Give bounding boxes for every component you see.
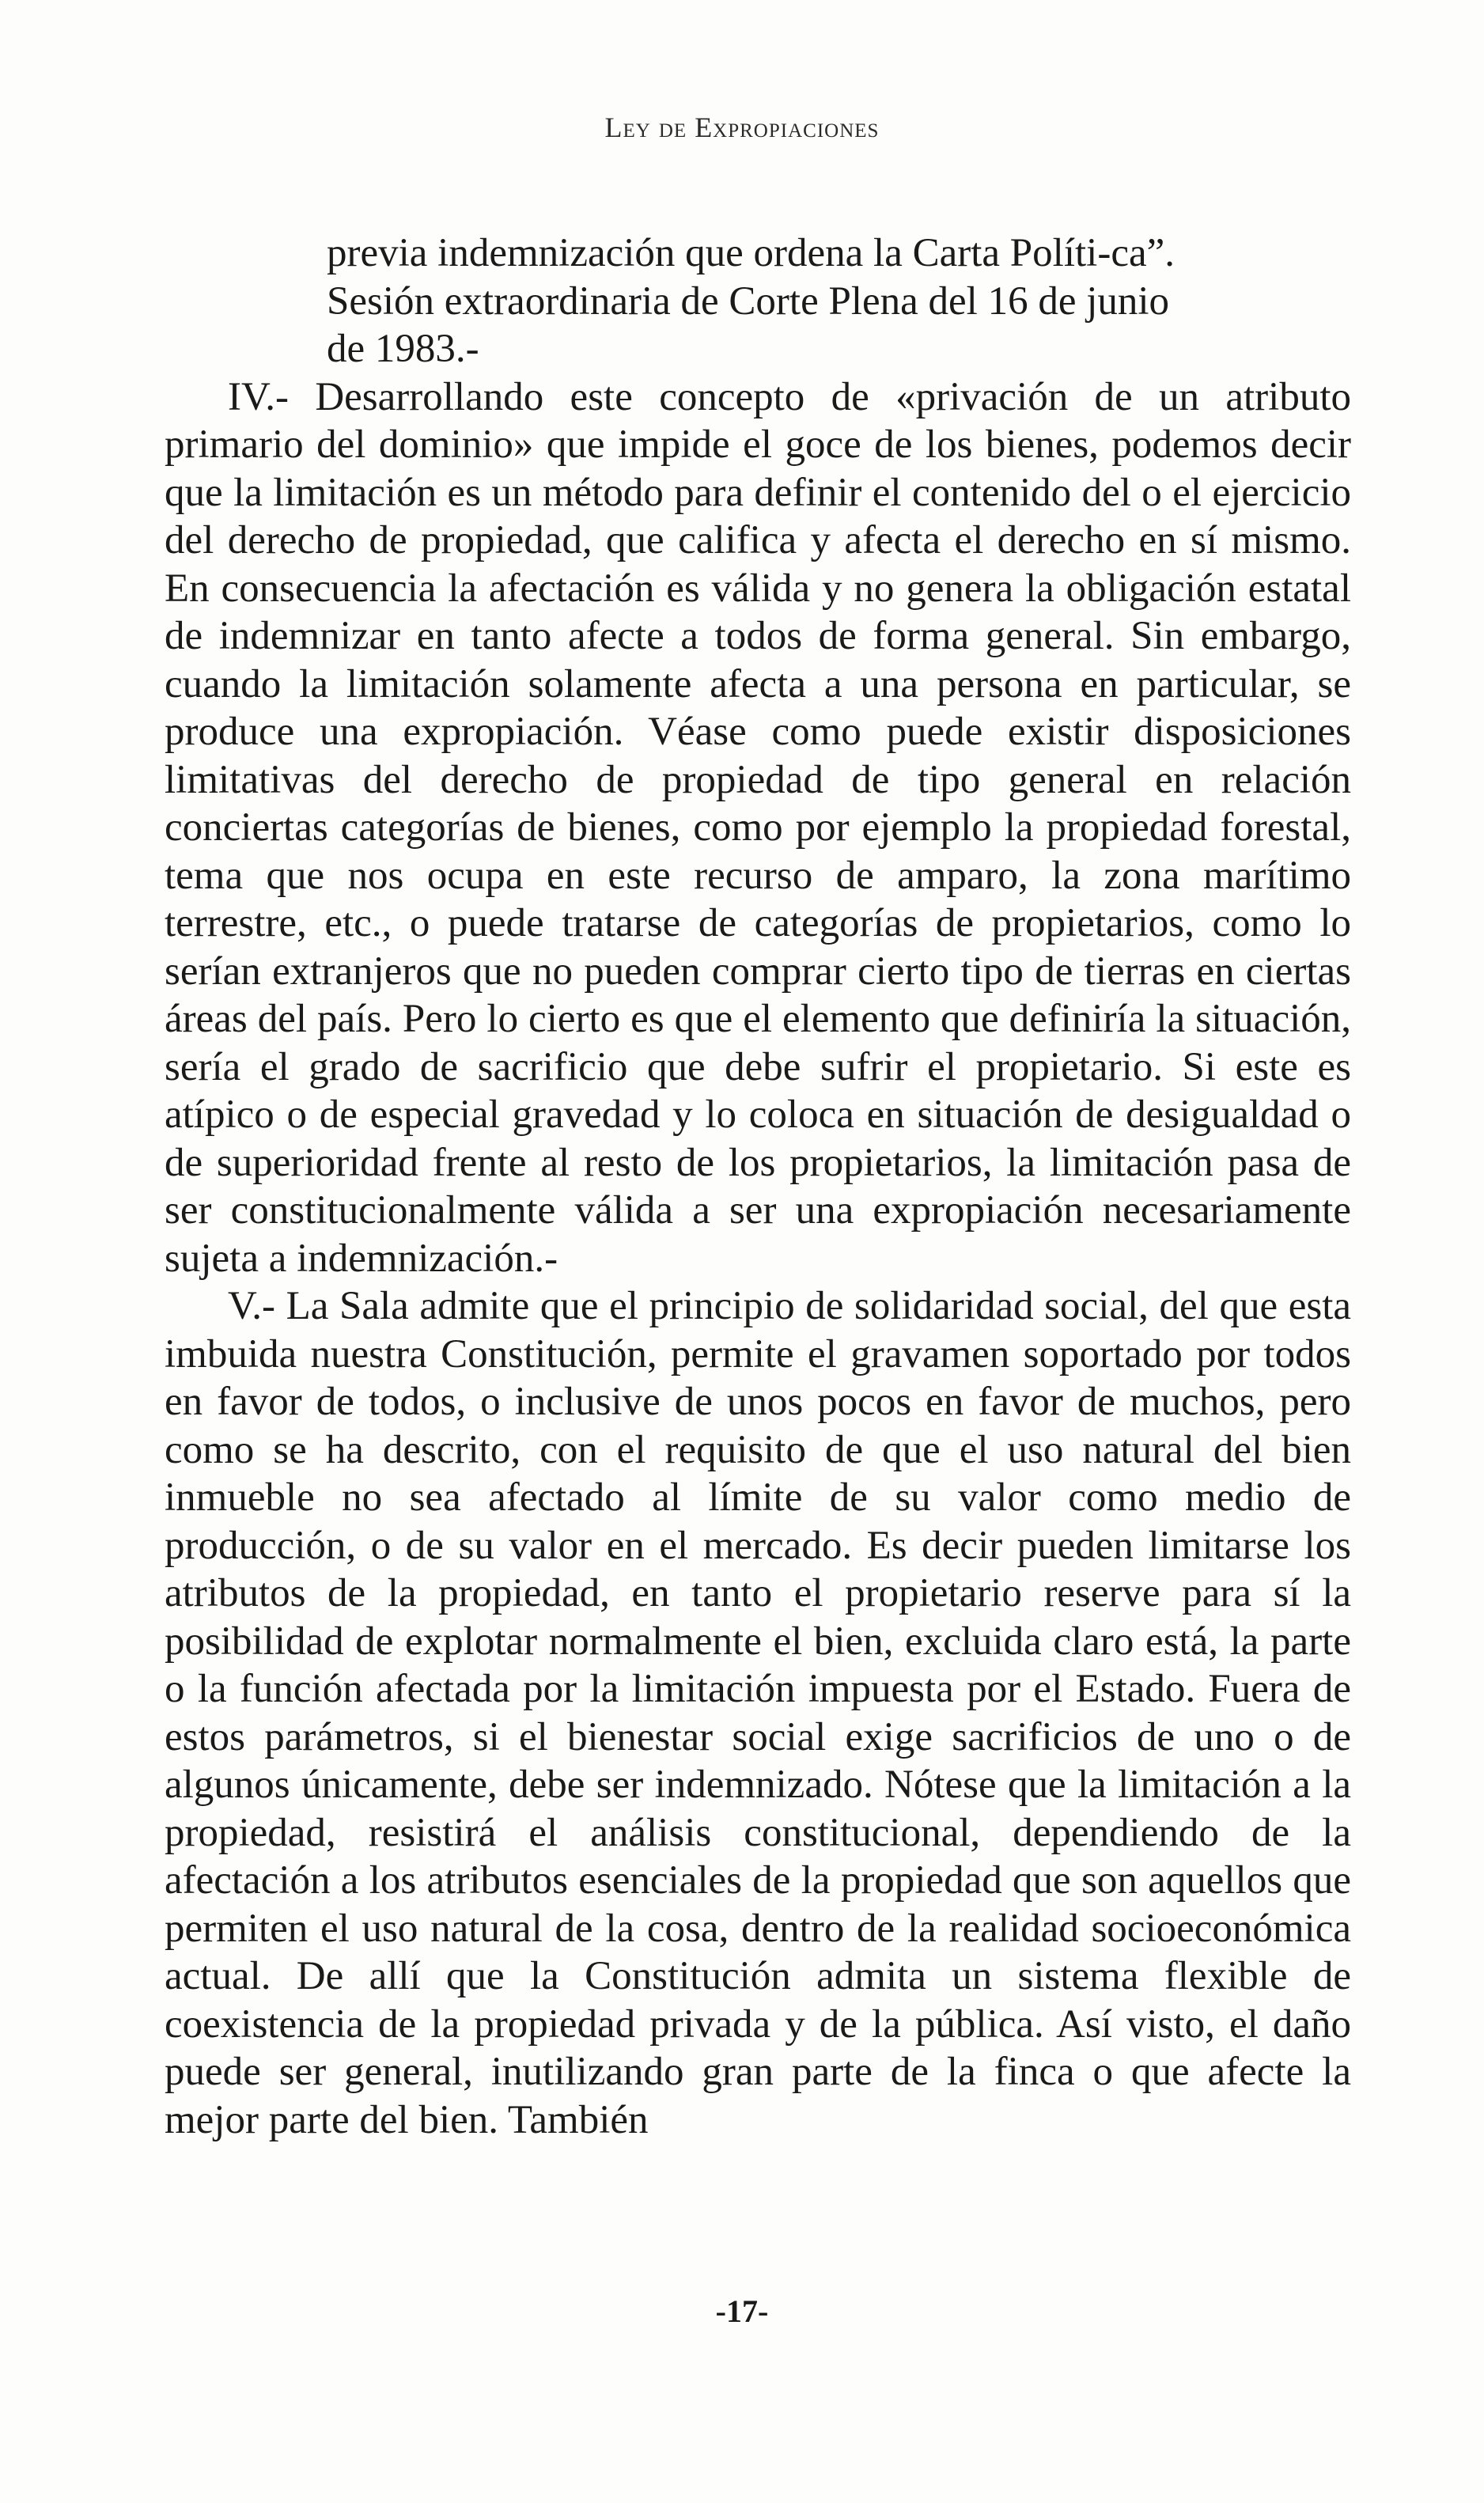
quote-continuation: previa indemnización que ordena la Carta Políti-ca”. Sesión extraordinaria de Corte Plena del 16 de junio de 1983.- (327, 231, 1175, 371)
running-header: Ley de Expropiaciones (604, 112, 880, 143)
paragraph-v: V.- La Sala admite que el principio de solidaridad social, del que esta imbuida nuestra Constitución, permite el gravamen soportado por todos en favor de todos, o inclusive de unos pocos en favor de muchos, pero como se ha descrito, con el requisito de que el uso natural del bien inmueble no sea afectado al límite de su valor como medio de producción, o de su valor en el mercado. Es decir pueden limitarse los atributos de la propiedad, en tanto el propietario reserve para sí la posibilidad de explotar normalmente el bien, excluida claro está, la parte o la función afectada por la limitación impuesta por el Estado. Fuera de estos parámetros, si el bienestar social exige sacrificios de uno o de algunos únicamente, debe ser indemnizado. Nótese que la limitación a la propiedad, resistirá el análisis constitucional, dependiendo de la afectación a los atributos esenciales de la propiedad que son aquellos que permiten el uso natural de la cosa, dentro de la realidad socioeconómica actual. De allí que la Constitución admita un sistema flexible de coexistencia de la propiedad privada y de la pública. Así visto, el daño puede ser general, inutilizando gran parte de la finca o que afecte la mejor parte del bien. También (165, 1284, 1351, 2142)
body-text (165, 229, 1351, 2144)
paragraph-iv: IV.- Desarrollando este concepto de «privación de un atributo primario del dominio» que impide el goce de los bienes, podemos decir que la limitación es un método para definir el contenido del o el ejercicio del derecho de propiedad, que califica y afecta el derecho en sí mismo. En consecuencia la afectación es válida y no genera la obligación estatal de indemnizar en tanto afecte a todos de forma general. Sin embargo, cuando la limitación solamente afecta a una persona en particular, se produce una expropiación. Véase como puede existir disposiciones limitativas del derecho de propiedad de tipo general en relación conciertas categorías de bienes, como por ejemplo la propiedad forestal, tema que nos ocupa en este recurso de amparo, la zona marítimo terrestre, etc., o puede tratarse de categorías de propietarios, como lo serían extranjeros que no pueden comprar cierto tipo de tierras en ciertas áreas del país. Pero lo cierto es que el elemento que definiría la situación, sería el grado de sacrificio que debe sufrir el propietario. Si este es atípico o de especial gravedad y lo coloca en situación de desigualdad o de superioridad frente al resto de los propietarios, la limitación pasa de ser constitucionalmente válida a ser una expropiación necesariamente sujeta a indemnización.- (165, 374, 1351, 1281)
page-number: -17- (715, 2293, 769, 2329)
